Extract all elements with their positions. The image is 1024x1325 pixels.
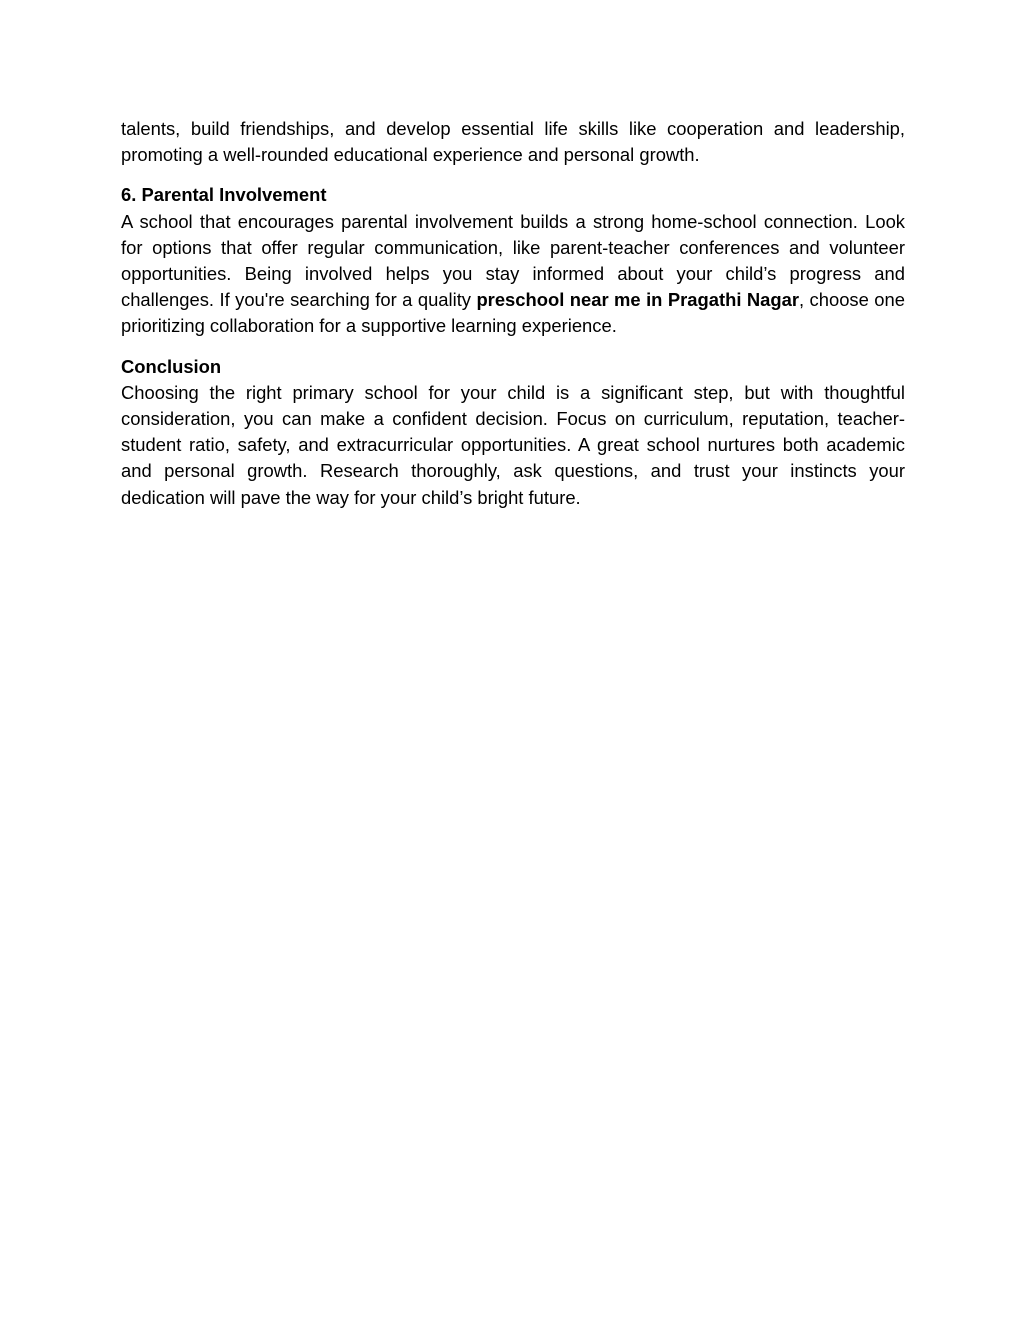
body-text-after: , choose one prioritizing collaboration for a supportive learning experience. bbox=[121, 289, 905, 337]
document-page bbox=[121, 116, 905, 525]
section-conclusion bbox=[121, 354, 905, 511]
section-body-conclusion: Choosing the right primary school for your child is a significant step, but with thoughtful consideration, you can make a confident decision. Focus on curriculum, reputation, teacher-student ratio, safety, and extracurricular opportunities. A great school nurtures both academic and personal growth. Research thoroughly, ask questions, and trust your instincts your dedication will pave the way for your child’s bright future. bbox=[121, 381, 905, 508]
section-heading-parental-involvement: 6. Parental Involvement bbox=[121, 184, 327, 206]
section-parental-involvement bbox=[121, 182, 905, 339]
section-heading-conclusion: Conclusion bbox=[121, 355, 222, 377]
bold-keyword-phrase: preschool near me in Pragathi Nagar bbox=[476, 289, 799, 311]
body-text-before: A school that encourages parental involvement builds a strong home-school connection. Look for options that offer regular communication, like parent-teacher conferences and volunteer opportunities. Being involved helps you stay informed about your child’s progress and challenges. If you're searching for a quality bbox=[121, 210, 905, 311]
section-body-parental-involvement bbox=[121, 209, 905, 340]
continued-paragraph: talents, build friendships, and develop essential life skills like cooperation and leadership, promoting a well-rounded educational experience and personal growth. bbox=[121, 118, 905, 166]
